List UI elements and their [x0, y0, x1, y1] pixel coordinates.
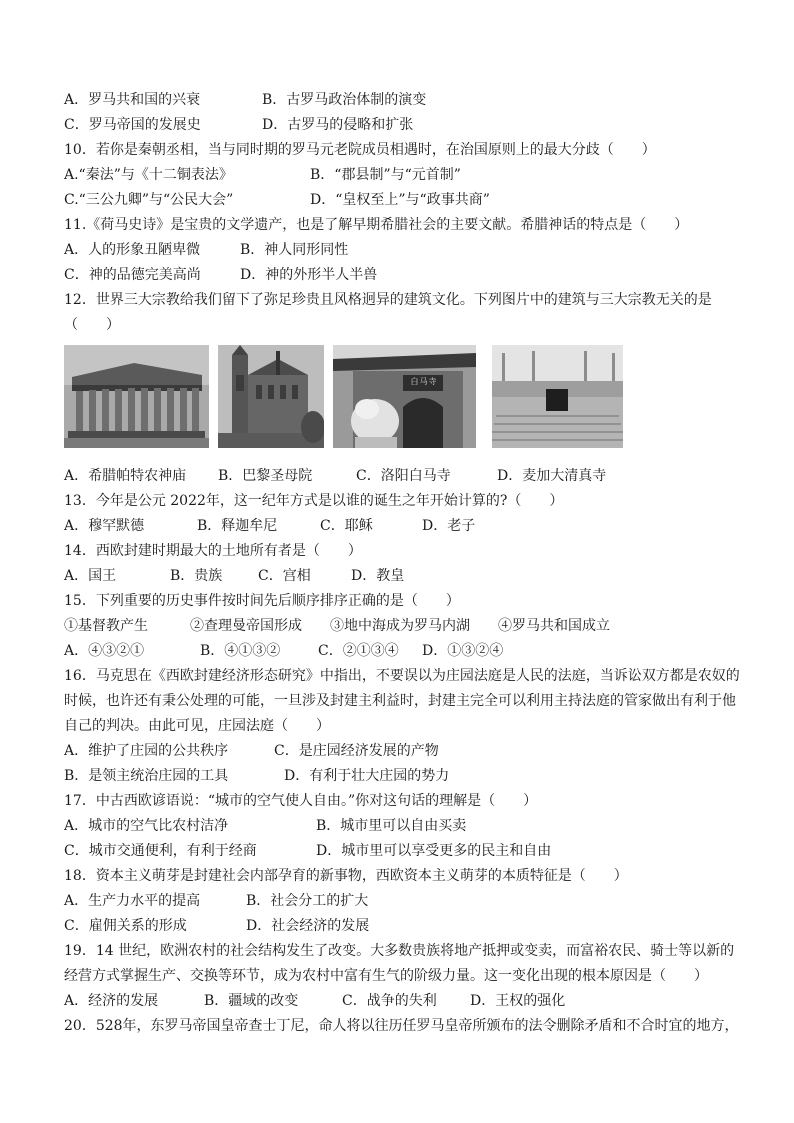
- q14-option-a: A．国王: [64, 568, 117, 584]
- q13-option-d: D．老子: [422, 518, 476, 534]
- q14-option-b: B．贵族: [170, 568, 223, 584]
- white-horse-temple-photo: [333, 345, 476, 448]
- q16-option-d: D．有利于壮大庄园的势力: [284, 768, 450, 784]
- q20-stem-line-1: 20．528年，东罗马帝国皇帝查士丁尼，命人将以往历任罗马皇帝所颁布的法令删除矛盾和不合时宜的地方，: [64, 1018, 739, 1034]
- q11-option-d: D．神的外形半人半兽: [240, 267, 378, 283]
- q12-option-a: A．希腊帕特农神庙: [64, 468, 187, 484]
- q16-option-a: A．维护了庄园的公共秩序: [64, 743, 229, 759]
- q10-stem: 10．若你是秦朝丞相，当与同时期的罗马元老院成员相遇时，在治国原则上的最大分歧（ ）: [64, 142, 656, 158]
- q11-stem: 11.《荷马史诗》是宝贵的文学遗产，也是了解早期希腊社会的主要文献。希腊神话的特点是（ ）: [64, 217, 689, 233]
- q11-option-a: A．人的形象丑陋卑微: [64, 242, 201, 258]
- q10-option-c: C.“三公九卿”与“公民大会”: [64, 192, 234, 208]
- q19-stem-line-1: 19．14 世纪，欧洲农村的社会结构发生了改变。大多数贵族将地产抵押或变卖，而富裕农民、骑士等以新的: [64, 943, 735, 959]
- q11-option-b: B．神人同形同性: [240, 242, 349, 258]
- q12-option-c: C．洛阳白马寺: [356, 468, 451, 484]
- q16-stem-line-3: 自己的判决。由此可见，庄园法庭（ ）: [64, 718, 330, 734]
- q14-option-c: C．宫相: [258, 568, 311, 584]
- q12-stem-paren: （ ）: [64, 317, 120, 333]
- q15-option-c: C．②①③④: [318, 643, 399, 659]
- q15-event-1: ①基督教产生: [64, 618, 148, 634]
- q17-stem: 17．中古西欧谚语说：“城市的空气使人自由。”你对这句话的理解是（ ）: [64, 793, 538, 809]
- q10-option-b: B．“郡县制”与“元首制”: [310, 167, 461, 183]
- q15-option-d: D．①③②④: [422, 643, 504, 659]
- q18-option-b: B．社会分工的扩大: [246, 893, 369, 909]
- q9-option-d: D．古罗马的侵略和扩张: [262, 117, 414, 133]
- q11-option-c: C．神的品德完美高尚: [64, 267, 201, 283]
- temple-plaque-text: 白马寺: [410, 377, 438, 386]
- q13-stem: 13．今年是公元 2022年，这一纪年方式是以谁的诞生之年开始计算的?（ ）: [64, 493, 564, 509]
- q14-stem: 14．西欧封建时期最大的土地所有者是（ ）: [64, 543, 362, 559]
- notre-dame-photo: [218, 345, 324, 448]
- q15-event-2: ②查理曼帝国形成: [190, 618, 302, 634]
- parthenon-photo: [64, 345, 209, 448]
- q10-option-a: A.“秦法”与《十二铜表法》: [64, 167, 233, 183]
- q15-option-a: A．④③②①: [64, 643, 145, 659]
- q16-stem-line-1: 16．马克思在《西欧封建经济形态研究》中指出，不要误以为庄园法庭是人民的法庭，当诉讼双方都是农奴的: [64, 668, 740, 684]
- q9-option-c: C．罗马帝国的发展史: [64, 117, 201, 133]
- q12-option-b: B．巴黎圣母院: [218, 468, 313, 484]
- mecca-great-mosque-photo: [492, 345, 623, 448]
- q9-option-a: A．罗马共和国的兴衰: [64, 92, 201, 108]
- q9-option-b: B．古罗马政治体制的演变: [262, 92, 427, 108]
- q16-option-b: B．是领主统治庄园的工具: [64, 768, 229, 784]
- q15-event-4: ④罗马共和国成立: [498, 618, 610, 634]
- q19-option-d: D．王权的强化: [470, 993, 566, 1009]
- q16-option-c: C．是庄园经济发展的产物: [274, 743, 439, 759]
- q17-option-d: D．城市里可以享受更多的民主和自由: [316, 843, 552, 859]
- q18-option-c: C．雇佣关系的形成: [64, 918, 187, 934]
- q15-option-b: B．④①③②: [200, 643, 281, 659]
- q13-option-a: A．穆罕默德: [64, 518, 145, 534]
- q17-option-c: C．城市交通便利，有利于经商: [64, 843, 257, 859]
- q18-option-d: D．社会经济的发展: [246, 918, 370, 934]
- q13-option-b: B．释迦牟尼: [197, 518, 278, 534]
- q16-stem-line-2: 时候，也许还有秉公处理的可能，一旦涉及封建主利益时，封建主完全可以利用主持法庭的管家做出有利于他: [64, 693, 736, 709]
- q15-event-3: ③地中海成为罗马内湖: [330, 618, 470, 634]
- q17-option-b: B．城市里可以自由买卖: [316, 818, 467, 834]
- q19-option-c: C．战争的失利: [342, 993, 437, 1009]
- q15-stem: 15．下列重要的历史事件按时间先后顺序排序正确的是（ ）: [64, 593, 460, 609]
- q13-option-c: C．耶稣: [320, 518, 373, 534]
- q19-stem-line-2: 经营方式掌握生产、交换等环节，成为农村中富有生气的阶级力量。这一变化出现的根本原因是（ ）: [64, 968, 708, 984]
- q19-option-a: A．经济的发展: [64, 993, 159, 1009]
- q17-option-a: A．城市的空气比农村洁净: [64, 818, 229, 834]
- q12-image-strip: [0, 345, 794, 455]
- q14-option-d: D．教皇: [351, 568, 405, 584]
- q12-stem: 12．世界三大宗教给我们留下了弥足珍贵且风格迥异的建筑文化。下列图片中的建筑与三大宗教无关的是: [64, 292, 712, 308]
- q19-option-b: B．疆域的改变: [204, 993, 299, 1009]
- q18-stem: 18．资本主义萌芽是封建社会内部孕育的新事物，西欧资本主义萌芽的本质特征是（ ）: [64, 868, 628, 884]
- q12-option-d: D．麦加大清真寺: [497, 468, 607, 484]
- q10-option-d: D．“皇权至上”与“政事共商”: [310, 192, 490, 208]
- q18-option-a: A．生产力水平的提高: [64, 893, 201, 909]
